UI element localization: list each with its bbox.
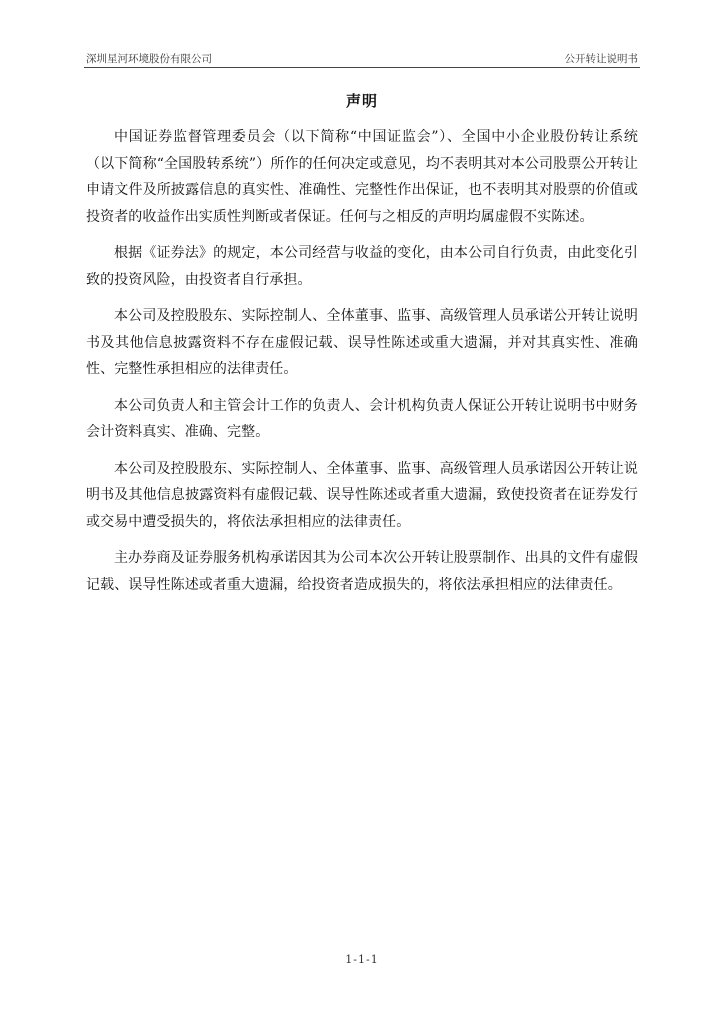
paragraph-1: 中国证券监督管理委员会（以下简称“中国证监会”）、全国中小企业股份转让系统（以下简称“全国股转系统”）所作的任何决定或意见，均不表明其对本公司股票公开转让申请文件及所披露信息的真实性、准确性、完整性作出保证，也不表明其对股票的价值或投资者的收益作出实质性判断或者保证。任何与之相反的声明均属虚假不实陈述。 <box>86 129 638 225</box>
header-document-type: 公开转让说明书 <box>564 53 638 65</box>
page-title: 声明 <box>345 92 378 110</box>
paragraph-2: 根据《证券法》的规定，本公司经营与收益的变化，由本公司自行负责，由此变化引致的投资风险，由投资者自行承担。 <box>86 245 638 288</box>
header-company-name: 深圳星河环境股份有限公司 <box>86 53 212 65</box>
page-header <box>84 49 640 68</box>
page-number: 1-1-1 <box>345 953 379 966</box>
paragraph-6: 主办券商及证券服务机构承诺因其为公司本次公开转让股票制作、出具的文件有虚假记载、误导性陈述或者重大遗漏，给投资者造成损失的，将依法承担相应的法律责任。 <box>86 550 638 593</box>
paragraph-5: 本公司及控股股东、实际控制人、全体董事、监事、高级管理人员承诺因公开转让说明书及其他信息披露资料有虚假记载、误导性陈述或者重大遗漏，致使投资者在证券发行或交易中遭受损失的，将依法承担相应的法律责任。 <box>86 460 638 530</box>
paragraph-4: 本公司负责人和主管会计工作的负责人、会计机构负责人保证公开转让说明书中财务会计资料真实、准确、完整。 <box>86 397 638 440</box>
paragraph-3: 本公司及控股股东、实际控制人、全体董事、监事、高级管理人员承诺公开转让说明书及其他信息披露资料不存在虚假记载、误导性陈述或重大遗漏，并对其真实性、准确性、完整性承担相应的法律责任。 <box>86 308 638 377</box>
statement-body <box>86 124 638 608</box>
